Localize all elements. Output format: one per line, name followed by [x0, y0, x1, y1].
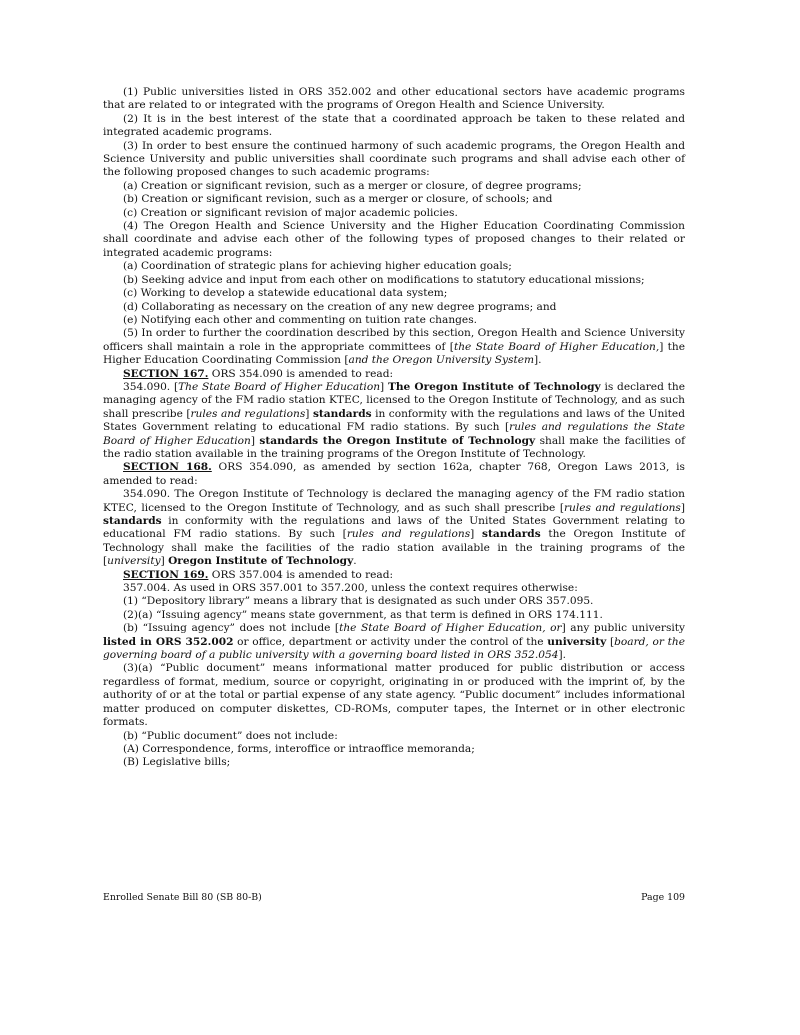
text-run: (a) Coordination of strategic plans for achieving higher education goals; [123, 260, 512, 273]
text-run: (b) “Issuing agency” does not include [ [123, 622, 340, 635]
text-run: ] [305, 407, 313, 420]
added-text: The Oregon Institute of Technology [387, 380, 601, 393]
text-run: is declared the managing agency of the FM radio station KTEC, licensed to the Oregon Institute of Technology, and as such shall prescribe [ [103, 380, 685, 420]
added-text: university [547, 635, 607, 648]
page-number: Page 109 [641, 892, 685, 903]
paragraph [103, 609, 685, 622]
text-run: ORS 357.004 is amended to read: [208, 568, 394, 581]
section-heading: SECTION 167. [123, 367, 209, 380]
text-run: 357.004. As used in ORS 357.001 to 357.200, unless the context requires otherwise: [123, 582, 578, 595]
added-text: listed in ORS 352.002 [103, 635, 234, 648]
text-run: (5) In order to further the coordination described by this section, Oregon Health and Science University officers shall maintain a role in the appropriate committees of [ [103, 327, 685, 353]
text-run: (1) Public universities listed in ORS 352.002 and other educational sectors have academic programs that are related to or integrated with the programs of Oregon Health and Science University. [103, 86, 685, 112]
deleted-text: rules and regulations the State Board of Higher Education [103, 421, 685, 447]
deleted-text: board, or the governing board of a public university with a governing board listed in ORS 352.054 [103, 635, 685, 662]
text-run: ] any public university [561, 622, 686, 635]
deleted-text: rules and regulations [190, 407, 306, 420]
text-run: (b) Seeking advice and input from each other on modifications to statutory educational missions; [123, 273, 645, 286]
paragraph [103, 193, 685, 206]
text-run: (e) Notifying each other and commenting on tuition rate changes. [123, 313, 478, 326]
text-run: ] [470, 528, 483, 541]
text-run: (2) It is in the best interest of the state that a coordinated approach be taken to these related and integrated academic programs. [103, 112, 685, 139]
text-run: (2)(a) “Issuing agency” means state government, as that term is defined in ORS 174.111. [123, 608, 603, 621]
text-run: or office, department or activity under the control of the [233, 635, 548, 648]
deleted-text: rules and regulations [346, 528, 471, 541]
paragraph [103, 140, 685, 180]
paragraph [103, 582, 685, 595]
section-heading: SECTION 169. [123, 568, 209, 581]
text-run: ] the Higher Education Coordinating Commission [ [103, 340, 685, 367]
paragraph [103, 488, 685, 568]
paragraph [103, 86, 685, 113]
text-run: ORS 354.090, as amended by section 162a, chapter 768, Oregon Laws 2013, is amended to read: [103, 461, 685, 487]
text-run: (d) Collaborating as necessary on the creation of any new degree programs; and [123, 300, 557, 313]
text-run: in conformity with the regulations and laws of the United States Government relating to educational FM radio stations. By such [ [103, 515, 685, 541]
text-run: the Oregon Institute of Technology shall make the facilities of the radio station available in the training programs of the [ [103, 528, 685, 568]
document-body [103, 86, 685, 770]
text-run: in conformity with the regulations and laws of the United States Government relating to educational FM radio stations. By such [ [103, 407, 685, 434]
added-text: standards [103, 515, 162, 527]
text-run: ]. [534, 354, 542, 367]
paragraph [103, 180, 685, 193]
paragraph [103, 569, 685, 582]
paragraph [103, 662, 685, 729]
paragraph [103, 730, 685, 743]
paragraph [103, 368, 685, 381]
text-run: 354.090. The Oregon Institute of Technology is declared the managing agency of the FM radio station KTEC, licensed to the Oregon Institute of Technology, and as such shall prescribe [ [103, 488, 685, 514]
text-run: ] [250, 434, 260, 447]
text-run: ORS 354.090 is amended to read: [208, 367, 394, 380]
paragraph [103, 314, 685, 327]
paragraph [103, 220, 685, 260]
paragraph [103, 274, 685, 287]
text-run: [ [606, 635, 615, 648]
text-run: ] [160, 555, 169, 568]
text-run: (c) Creation or significant revision of major academic policies. [123, 206, 458, 219]
paragraph [103, 622, 685, 662]
text-run: (1) “Depository library” means a library that is designated as such under ORS 357.095. [123, 595, 594, 608]
added-text: Oregon Institute of Technology [168, 555, 354, 568]
bill-identifier: Enrolled Senate Bill 80 (SB 80-B) [103, 892, 262, 903]
text-run: (b) Creation or significant revision, such as a merger or closure, of schools; and [123, 193, 553, 206]
paragraph [103, 207, 685, 220]
page-footer [103, 892, 685, 903]
paragraph [103, 743, 685, 756]
deleted-text: and the Oregon University System [348, 354, 535, 367]
paragraph [103, 756, 685, 769]
deleted-text: The State Board of Higher Education [178, 380, 381, 393]
text-run: (b) “Public document” does not include: [123, 729, 338, 742]
text-run: (c) Working to develop a statewide educational data system; [123, 287, 448, 300]
added-text: standards the Oregon Institute of Technology [259, 434, 536, 447]
text-run: . [353, 555, 357, 568]
paragraph [103, 113, 685, 140]
text-run: (3) In order to best ensure the continued harmony of such academic programs, the Oregon Health and Science University and public universities shall coordinate such programs and shall advise each other of the following proposed changes to such academic programs: [103, 139, 685, 179]
section-heading: SECTION 168. [123, 461, 212, 474]
paragraph [103, 461, 685, 488]
paragraph [103, 327, 685, 367]
paragraph [103, 301, 685, 314]
text-run: shall make the facilities of the radio station available in the training programs of the Oregon Institute of Technology. [103, 434, 685, 460]
text-run: (3)(a) “Public document” means informational matter produced for public distribution or access regardless of format, medium, source or copyright, originating in or produced with the imprint of, by the authority of or at the total or partial expense of any state agency. “Public document” includes informational matter produced on computer diskettes, CD-ROMs, computer tapes, the Internet or in other electronic formats. [103, 662, 685, 729]
text-run: (B) Legislative bills; [123, 756, 231, 769]
text-run: ] [380, 380, 388, 393]
added-text: standards [482, 528, 541, 541]
added-text: standards [312, 407, 372, 420]
text-run: (a) Creation or significant revision, such as a merger or closure, of degree programs; [123, 179, 582, 192]
paragraph [103, 381, 685, 461]
text-run: 354.090. [ [123, 380, 179, 393]
text-run: ] [680, 501, 685, 514]
deleted-text: university [107, 555, 161, 568]
text-run: (4) The Oregon Health and Science University and the Higher Education Coordinating Commission shall coordinate and advise each other of the following types of proposed changes to their related or integrated academic programs: [103, 220, 685, 259]
paragraph [103, 595, 685, 608]
deleted-text: the State Board of Higher Education, or [339, 622, 562, 635]
deleted-text: rules and regulations [563, 501, 681, 514]
deleted-text: the State Board of Higher Education, [453, 340, 660, 353]
text-run: (A) Correspondence, forms, interoffice or intraoffice memoranda; [123, 742, 475, 755]
text-run: ]. [558, 649, 566, 662]
paragraph [103, 287, 685, 300]
paragraph [103, 260, 685, 273]
